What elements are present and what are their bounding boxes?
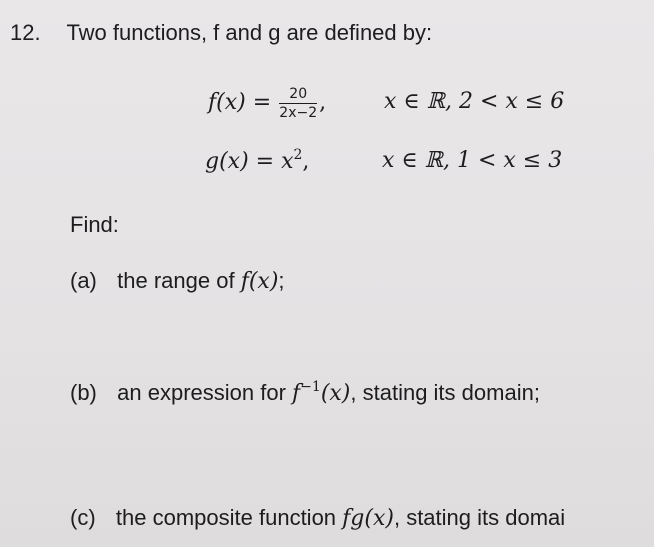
- part-a-math: f(x): [240, 269, 279, 294]
- f-fraction: [279, 86, 317, 121]
- part-a-label: (a): [70, 268, 97, 293]
- f-numerator: 20: [279, 86, 317, 104]
- part-a-end: ;: [278, 268, 285, 293]
- f-denominator: 2x−2: [279, 104, 318, 121]
- g-lhs: g(x) = x: [205, 149, 294, 174]
- f-lhs: f(x) =: [208, 90, 272, 115]
- part-a: [70, 268, 285, 295]
- part-a-text: the range of: [117, 268, 241, 293]
- part-b-math: f: [292, 381, 301, 406]
- part-c-text: the composite function: [115, 505, 343, 530]
- part-c-end: , stating its domai: [393, 505, 566, 530]
- g-domain: x ∈ ℝ, 1 < x ≤ 3: [382, 148, 563, 173]
- part-c-math: fg(x): [342, 506, 394, 531]
- g-definition: [205, 148, 309, 175]
- part-b-math-arg: (x): [320, 381, 351, 406]
- question-intro: Two functions, f and g are defined by:: [66, 20, 433, 45]
- part-b: [70, 380, 540, 407]
- part-c-label: (c): [70, 505, 96, 530]
- question-number: 12.: [10, 20, 41, 45]
- part-b-end: , stating its domain;: [350, 380, 540, 405]
- part-b-label: (b): [70, 380, 97, 405]
- part-b-exponent: −1: [300, 379, 321, 395]
- question-header: [10, 20, 432, 46]
- part-b-text: an expression for: [117, 380, 293, 405]
- find-label: Find:: [70, 212, 119, 237]
- f-separator: ,: [319, 90, 327, 115]
- g-separator: ,: [302, 149, 310, 174]
- f-definition: [208, 80, 326, 124]
- g-exponent: 2: [293, 147, 303, 163]
- part-c: [70, 505, 565, 532]
- f-domain: x ∈ ℝ, 2 < x ≤ 6: [384, 89, 565, 114]
